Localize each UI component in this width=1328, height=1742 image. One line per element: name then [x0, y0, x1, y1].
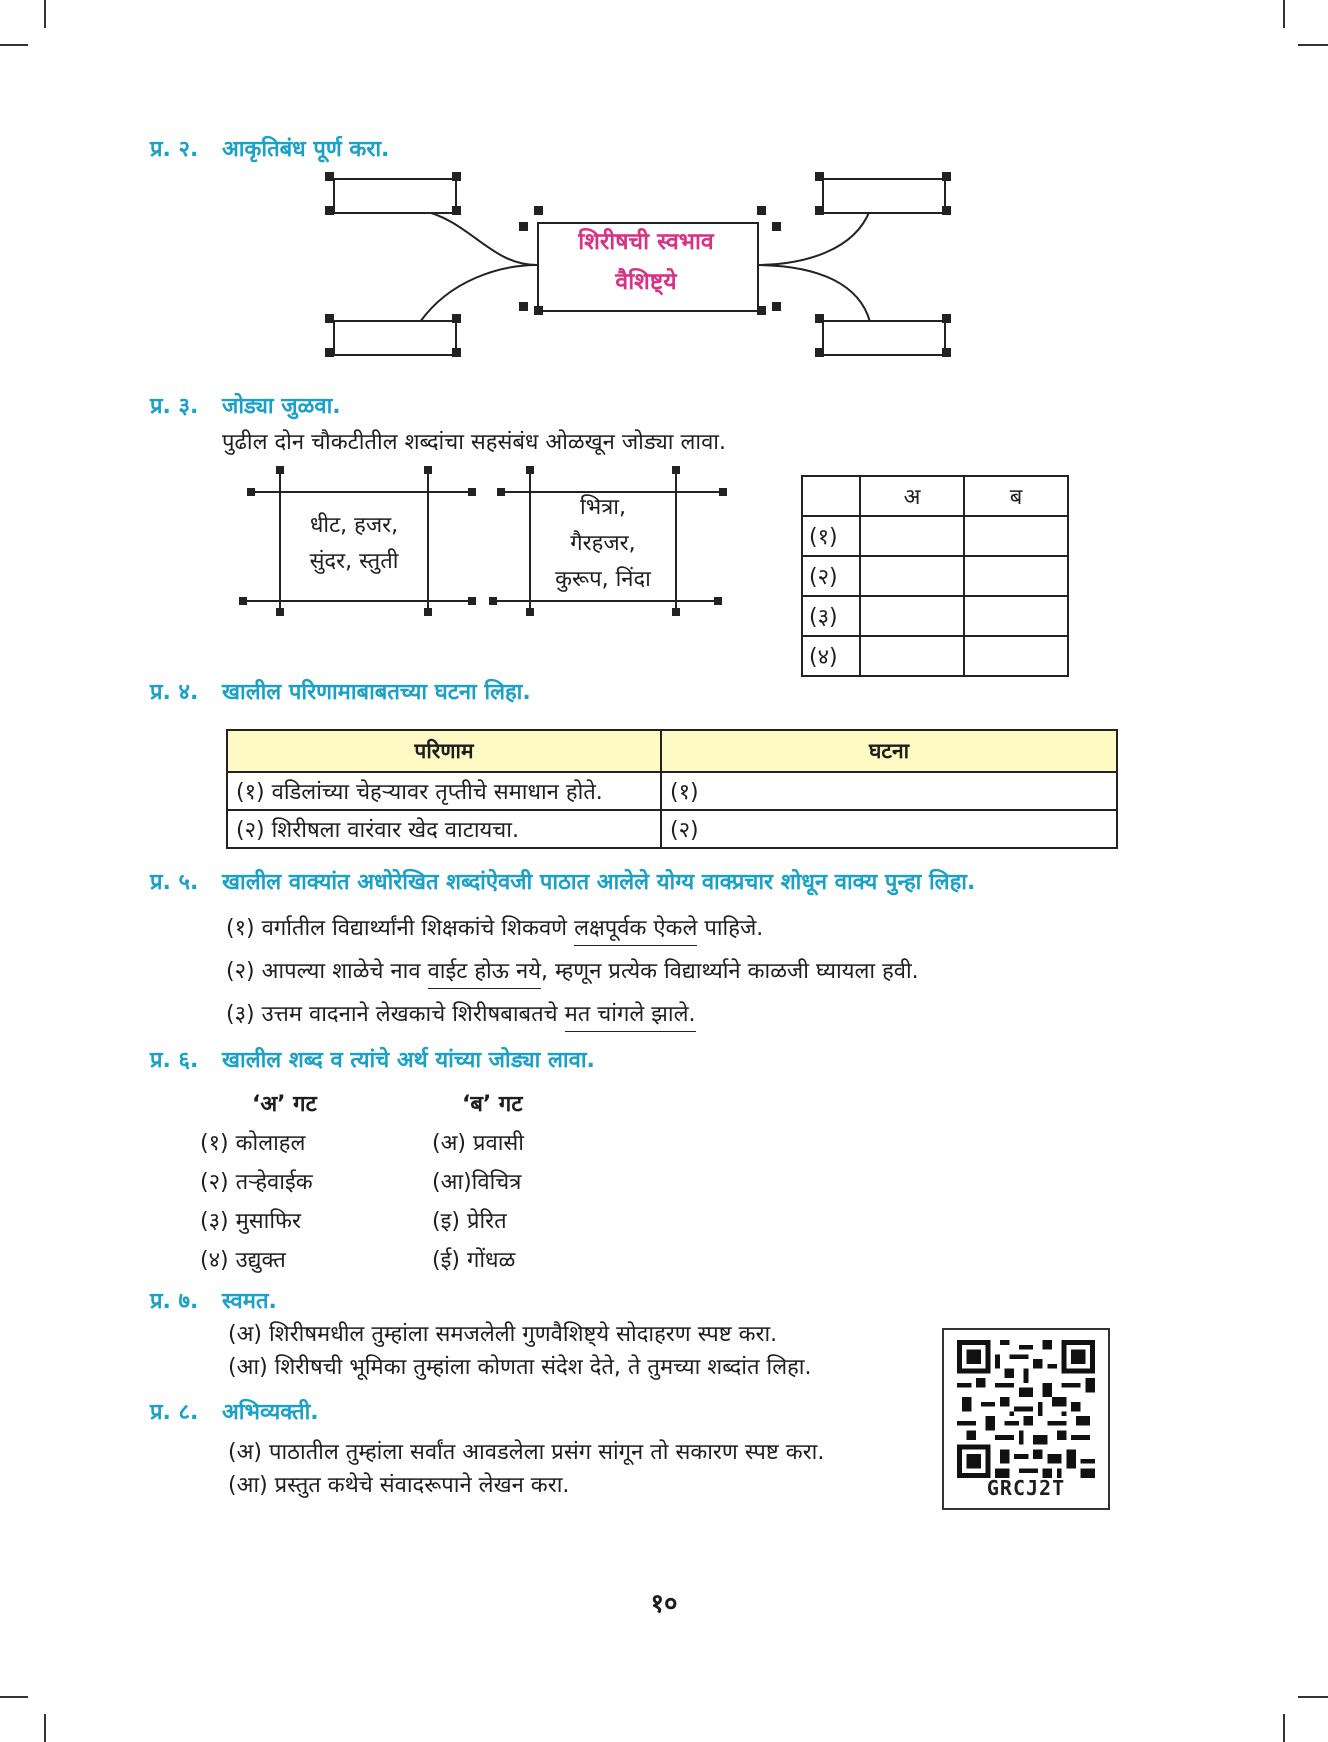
row-label: (३)	[802, 596, 860, 636]
page-number: १०	[650, 1589, 678, 1619]
table-row	[802, 596, 1068, 636]
answer-cell[interactable]	[860, 516, 964, 556]
table-row	[227, 772, 1117, 810]
group-b-item: (आ)विचित्र	[432, 1170, 522, 1195]
map-center-line-2: वैशिष्ट्ये	[615, 269, 677, 295]
group-b-item: (इ) प्रेरित	[432, 1209, 507, 1234]
group-b-item: (ई) गोंधळ	[432, 1248, 516, 1273]
column-a-header: अ	[860, 476, 964, 516]
qr-code-label: GRCJ2T	[986, 1476, 1066, 1500]
answer-cell[interactable]	[964, 636, 1068, 676]
event-cell[interactable]: (२)	[661, 810, 1117, 848]
word-box-1-line: धीट, हजर,	[309, 513, 399, 538]
q2-number: प्र. २.	[150, 137, 199, 162]
result-cell: (१) वडिलांच्या चेहऱ्यावर तृप्तीचे समाधान होते.	[227, 772, 661, 810]
qr-code-icon	[954, 1340, 1098, 1478]
q3-number: प्र. ३.	[150, 394, 199, 419]
crop-mark	[0, 1696, 28, 1698]
row-label: (२)	[802, 556, 860, 596]
q3-title: जोड्या जुळवा.	[222, 394, 341, 419]
crop-mark	[1298, 1696, 1328, 1698]
q5-sentence-2	[226, 955, 919, 985]
q4-number: प्र. ४.	[150, 680, 199, 705]
result-event-table	[226, 729, 1118, 849]
q5-number: प्र. ५.	[150, 870, 199, 895]
q7-item: (आ) शिरीषची भूमिका तुम्हांला कोणता संदेश देते, ते तुमच्या शब्दांत लिहा.	[228, 1355, 812, 1380]
q7-heading	[150, 1285, 277, 1315]
matching-answer-table	[801, 475, 1069, 677]
q8-item: (आ) प्रस्तुत कथेचे संवादरूपाने लेखन करा.	[228, 1473, 570, 1498]
q6-number: प्र. ६.	[150, 1048, 199, 1073]
word-box-2-line: भित्रा,	[580, 495, 626, 520]
q4-heading	[150, 676, 531, 706]
q7-item: (अ) शिरीषमधील तुम्हांला समजलेली गुणवैशिष्ट्ये सोदाहरण स्पष्ट करा.	[228, 1322, 778, 1347]
row-label: (१)	[802, 516, 860, 556]
answer-cell[interactable]	[860, 596, 964, 636]
q5-sentence-1	[226, 912, 763, 942]
q5-title: खालील वाक्यांत अधोरेखित शब्दांऐवजी पाठात आलेले योग्य वाक्प्रचार शोधून वाक्य पुन्हा लिहा.	[222, 870, 976, 895]
underlined-phrase: वाईट होऊ नये	[428, 959, 541, 989]
sentence-text: , म्हणून प्रत्येक विद्यार्थ्याने काळजी घ्यायला हवी.	[541, 959, 919, 984]
word-box-1	[282, 508, 426, 580]
table-cell	[802, 476, 860, 516]
word-box-2-line: गैरहजर,	[570, 531, 636, 556]
q3-instruction: पुढील दोन चौकटीतील शब्दांचा सहसंबंध ओळखून जोड्या लावा.	[222, 430, 726, 455]
q7-number: प्र. ७.	[150, 1289, 199, 1314]
map-center-line-1: शिरीषची स्वभाव	[578, 229, 714, 255]
q5-heading	[150, 866, 975, 896]
q6-title: खालील शब्द व त्यांचे अर्थ यांच्या जोड्या लावा.	[222, 1048, 595, 1073]
sentence-text: (२) आपल्या शाळेचे नाव	[226, 959, 428, 984]
answer-cell[interactable]	[964, 556, 1068, 596]
group-a-item: (४) उद्युक्त	[200, 1248, 286, 1273]
table-row	[802, 636, 1068, 676]
q8-number: प्र. ८.	[150, 1400, 199, 1425]
sentence-text: पाहिजे.	[697, 916, 764, 941]
q4-title: खालील परिणामाबाबतच्या घटना लिहा.	[222, 680, 531, 705]
q2-title: आकृतिबंध पूर्ण करा.	[222, 137, 390, 162]
group-a-item: (२) तऱ्हेवाईक	[200, 1170, 313, 1195]
q8-title: अभिव्यक्ती.	[222, 1400, 319, 1425]
q7-title: स्वमत.	[222, 1289, 277, 1314]
event-cell[interactable]: (१)	[661, 772, 1117, 810]
sentence-text: (३) उत्तम वादनाने लेखकाचे शिरीषबाबतचे	[226, 1002, 565, 1027]
word-box-1-line: सुंदर, स्तुती	[309, 549, 399, 574]
q8-heading	[150, 1396, 319, 1426]
column-b-header: ब	[964, 476, 1068, 516]
underlined-phrase: लक्षपूर्वक ऐकले	[574, 916, 697, 946]
sentence-text: (१) वर्गातील विद्यार्थ्यांनी शिक्षकांचे शिकवणे	[226, 916, 575, 941]
header-result: परिणाम	[227, 730, 661, 772]
header-event: घटना	[661, 730, 1117, 772]
q8-item: (अ) पाठातील तुम्हांला सर्वांत आवडलेला प्रसंग सांगून तो सकारण स्पष्ट करा.	[228, 1440, 825, 1465]
group-a-item: (३) मुसाफिर	[200, 1209, 301, 1234]
result-cell: (२) शिरीषला वारंवार खेद वाटायचा.	[227, 810, 661, 848]
word-box-2	[532, 490, 674, 598]
answer-cell[interactable]	[860, 556, 964, 596]
table-row	[227, 810, 1117, 848]
underlined-phrase: मत चांगले झाले.	[565, 1002, 696, 1032]
row-label: (४)	[802, 636, 860, 676]
q6-heading	[150, 1044, 595, 1074]
group-b-heading: ‘ब’ गट	[462, 1092, 523, 1117]
answer-cell[interactable]	[860, 636, 964, 676]
group-b-item: (अ) प्रवासी	[432, 1131, 524, 1156]
table-row	[802, 476, 1068, 516]
group-a-item: (१) कोलाहल	[200, 1131, 306, 1156]
crop-mark	[44, 1714, 46, 1742]
answer-cell[interactable]	[964, 516, 1068, 556]
answer-cell[interactable]	[964, 596, 1068, 636]
table-row	[802, 556, 1068, 596]
crop-mark	[1283, 1714, 1285, 1742]
table-row	[802, 516, 1068, 556]
word-box-2-line: कुरूप, निंदा	[555, 567, 651, 592]
q5-sentence-3	[226, 998, 696, 1028]
qr-code-box[interactable]	[942, 1328, 1110, 1510]
group-a-heading: ‘अ’ गट	[252, 1092, 317, 1117]
table-header-row	[227, 730, 1117, 772]
